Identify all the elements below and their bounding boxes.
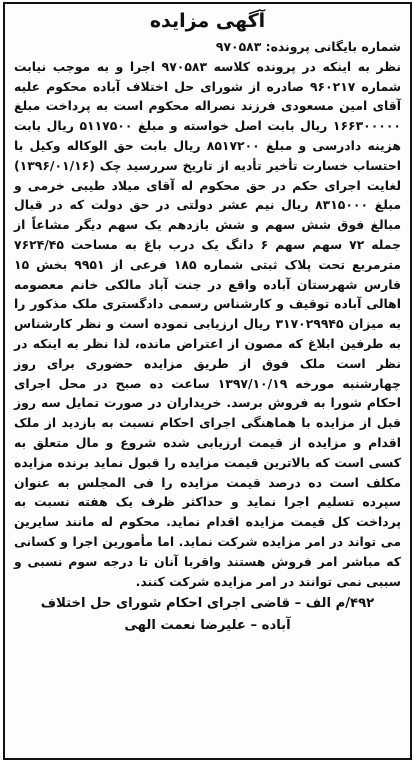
archive-file-number: شماره بایگانی پرونده: ۹۷۰۵۸۳ — [215, 39, 401, 54]
signature-line-1: ۴۹۲/م الف – قاضی اجرای احکام شورای حل اختلاف — [40, 596, 375, 612]
auction-notice — [3, 2, 412, 760]
signature-line-2: آباده – علیرضا نعمت الهی — [124, 618, 291, 634]
signature-block — [5, 593, 410, 637]
notice-body — [5, 37, 410, 591]
notice-body-text: نظر به اینکه در پرونده کلاسه ۹۷۰۵۸۳ اجرا و به موجب نیابت شماره ۹۶۰۲۱۷ صادره از شورای حل اختلاف آباده محکوم علیه آقای امین مسعودی فرزند نصراله محکوم است به پرداخت مبلغ ۱۶۶۳۰۰۰۰۰ ریال بابت اصل خواسته و مبلغ ۵۱۱۷۵۰۰ ریال بابت هزینه دادرسی و مبلغ ۸۵۱۷۲۰۰ ریال بابت حق الوکاله وکیل با احتساب خسارت تأخیر تأدیه از تاریخ سررسید چک (۱۳۹۶/۰۱/۱۶) لغایت اجرای حکم در حق محکوم له آقای میلاد طیبی خرمی و مبلغ ۸۳۱۵۰۰۰ ریال نیم عشر دولتی در حق دولت که در قبال مبالغ فوق شش سهم و شش یازدهم یک سهم دیگر مشاعاً از جمله ۷۲ سهم سهم ۶ دانگ یک درب باغ به مساحت ۷۶۲۴/۴۵ مترمربع تحت پلاک ثبتی شماره ۱۸۵ فرعی از ۹۹۵۱ بخش ۱۵ فارس شهرستان آباده واقع در جنت آباد مالکی خانم معصومه اهالی آباده توقیف و کارشناس رسمی دادگستری ملک مذکور را به میزان ۳۱۷۰۲۹۹۴۵ ریال ارزیابی نموده است و نظر کارشناس به طرفین ابلاغ که مصون از اعتراض مانده، لذا نظر به اینکه در نظر است ملک فوق از طریق مزایده حضوری برای روز چهارشنبه مورخه ۱۳۹۷/۱۰/۱۹ ساعت ده صبح در محل اجرای احکام شورا به فروش برسد. خریداران در صورت تمایل سه روز قبل از مزایده با هماهنگی اجرای احکام نسبت به بازدید از ملک اقدام و مزایده از قیمت ارزیابی شده شروع و مال متعلق به کسی است که بالاترین قیمت مزایده را قبول نماید برنده مزایده مکلف است ده درصد قیمت مزایده را فی المجلس به عنوان سپرده تسلیم اجرا نماید و حداکثر ظرف یک هفته نسبت به پرداخت کل قیمت مزایده اقدام نماید. محکوم له مانند سایرین می تواند در امر مزایده شرکت نماید. اما مأمورین اجرا و کسانی که مباشر امر فروش هستند واقربا آنان تا درجه سوم نسبی و سببی نمی توانند در امر مزایده شرکت کنند. — [14, 58, 402, 589]
notice-title: آگهی مزایده — [149, 10, 266, 32]
